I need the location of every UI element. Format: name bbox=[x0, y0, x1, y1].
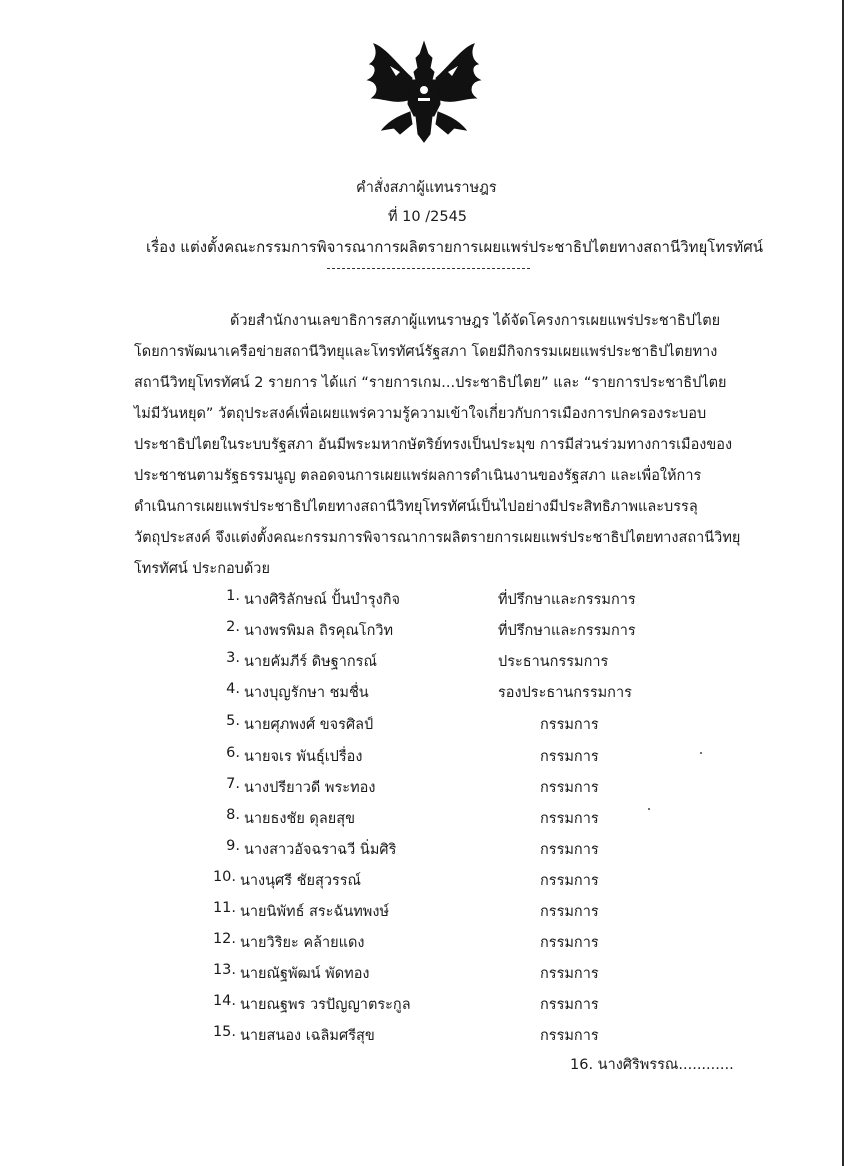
member-role: กรรมการ bbox=[540, 717, 599, 733]
member-number: 8. bbox=[226, 807, 240, 823]
member-role: กรรมการ bbox=[540, 935, 599, 951]
member-role: กรรมการ bbox=[540, 966, 599, 982]
member-role: รองประธานกรรมการ bbox=[498, 685, 632, 701]
member-name: นายคัมภีร์ ดิษฐากรณ์ bbox=[244, 654, 377, 670]
paragraph-line: ไม่มีวันหยุด” วัตถุประสงค์เพื่อเผยแพร่ความรู้ความเข้าใจเกี่ยวกับการเมืองการปกครองระบอบ bbox=[134, 406, 707, 422]
member-number: 7. bbox=[226, 776, 240, 792]
member-number: 1. bbox=[226, 588, 240, 604]
member-name: นางศิริลักษณ์ ปั้นบำรุงกิจ bbox=[244, 592, 401, 608]
list-item bbox=[200, 713, 700, 744]
list-item bbox=[200, 745, 700, 776]
member-role: กรรมการ bbox=[540, 811, 599, 827]
member-number: 14. bbox=[212, 993, 236, 1009]
member-name: นายธงชัย ดุลยสุข bbox=[244, 811, 355, 827]
member-role: กรรมการ bbox=[540, 842, 599, 858]
list-item bbox=[200, 681, 700, 712]
member-number: 15. bbox=[212, 1024, 236, 1040]
member-role: กรรมการ bbox=[540, 904, 599, 920]
paragraph-line: โทรทัศน์ ประกอบด้วย bbox=[134, 561, 270, 577]
scan-edge bbox=[842, 0, 844, 1166]
member-name: นางปรียาวดี พระทอง bbox=[244, 780, 376, 796]
order-number: ที่ 10 /2545 bbox=[388, 209, 468, 225]
paragraph-line: ประชาธิปไตยในระบบรัฐสภา อันมีพระมหากษัตริย์ทรงเป็นประมุข การมีส่วนร่วมทางการเมืองของ bbox=[134, 437, 733, 453]
body-paragraph bbox=[134, 306, 741, 585]
member-name: นายวิริยะ คล้ายแดง bbox=[240, 935, 365, 951]
scan-speck bbox=[700, 752, 702, 754]
continuation-text: 16. นางศิริพรรณ............ bbox=[570, 1057, 734, 1073]
member-role: กรรมการ bbox=[540, 780, 599, 796]
member-role: ที่ปรึกษาและกรรมการ bbox=[498, 623, 636, 639]
member-role: กรรมการ bbox=[540, 873, 599, 889]
list-item bbox=[200, 588, 700, 619]
member-name: นางสาวอัจฉราฉวี นิ่มศิริ bbox=[244, 842, 397, 858]
member-number: 13. bbox=[212, 962, 236, 978]
list-item bbox=[200, 619, 700, 650]
member-name: นางพรพิมล ถิรคุณโกวิท bbox=[244, 623, 394, 639]
member-number: 6. bbox=[226, 745, 240, 761]
order-title: คำสั่งสภาผู้แทนราษฎร bbox=[356, 180, 497, 196]
member-number: 2. bbox=[226, 619, 240, 635]
list-item bbox=[196, 931, 696, 962]
member-name: นายนิพัทธ์ สระฉันทพงษ์ bbox=[240, 904, 390, 920]
scan-speck bbox=[648, 808, 650, 810]
paragraph-line: วัตถุประสงค์ จึงแต่งตั้งคณะกรรมการพิจารณาการผลิตรายการเผยแพร่ประชาธิปไตยทางสถานีวิทยุ bbox=[134, 530, 741, 546]
list-item bbox=[196, 869, 696, 900]
member-number: 10. bbox=[212, 869, 236, 885]
list-item bbox=[200, 807, 700, 838]
member-role: ที่ปรึกษาและกรรมการ bbox=[498, 592, 636, 608]
divider bbox=[327, 268, 530, 269]
paragraph-line: ประชาชนตามรัฐธรรมนูญ ตลอดจนการเผยแพร่ผลการดำเนินงานของรัฐสภา และเพื่อให้การ bbox=[134, 468, 702, 484]
member-number: 5. bbox=[226, 713, 240, 729]
paragraph-line: สถานีวิทยุโทรทัศน์ 2 รายการ ได้แก่ “รายการเกม...ประชาธิปไตย” และ “รายการประชาธิปไตย bbox=[134, 375, 727, 391]
paragraph-line: โดยการพัฒนาเครือข่ายสถานีวิทยุและโทรทัศน์รัฐสภา โดยมีกิจกรรมเผยแพร่ประชาธิปไตยทาง bbox=[134, 344, 718, 360]
member-role: กรรมการ bbox=[540, 1028, 599, 1044]
member-name: นายสนอง เฉลิมศรีสุข bbox=[240, 1028, 375, 1044]
member-name: นายณฐพร วรปัญญาตระกูล bbox=[240, 997, 411, 1013]
member-number: 9. bbox=[226, 838, 240, 854]
member-number: 11. bbox=[212, 900, 236, 916]
member-role: กรรมการ bbox=[540, 997, 599, 1013]
member-name: นายจเร พันธุ์เปรื่อง bbox=[244, 749, 363, 765]
order-subject: เรื่อง แต่งตั้งคณะกรรมการพิจารณาการผลิตรายการเผยแพร่ประชาธิปไตยทางสถานีวิทยุโทรทัศน์ bbox=[146, 238, 763, 256]
list-item bbox=[196, 900, 696, 931]
member-name: นางบุญรักษา ชมชื่น bbox=[244, 685, 369, 701]
member-number: 4. bbox=[226, 681, 240, 697]
list-item bbox=[200, 838, 700, 869]
list-item bbox=[196, 993, 696, 1024]
member-name: นายณัฐพัฒน์ พัดทอง bbox=[240, 966, 370, 982]
list-item bbox=[196, 1024, 696, 1055]
paragraph-line: ด้วยสำนักงานเลขาธิการสภาผู้แทนราษฎร ได้จัดโครงการเผยแพร่ประชาธิปไตย bbox=[230, 313, 721, 329]
member-name: นายศุภพงศ์ ขจรศิลป์ bbox=[244, 717, 374, 733]
list-item bbox=[200, 650, 700, 681]
member-number: 3. bbox=[226, 650, 240, 666]
list-item bbox=[196, 962, 696, 993]
member-number: 12. bbox=[212, 931, 236, 947]
garuda-emblem-icon bbox=[360, 38, 488, 144]
member-name: นางนุศรี ชัยสุวรรณ์ bbox=[240, 873, 362, 889]
paragraph-line: ดำเนินการเผยแพร่ประชาธิปไตยทางสถานีวิทยุโทรทัศน์เป็นไปอย่างมีประสิทธิภาพและบรรลุ bbox=[134, 499, 698, 515]
member-role: กรรมการ bbox=[540, 749, 599, 765]
list-item bbox=[200, 776, 700, 807]
member-role: ประธานกรรมการ bbox=[498, 654, 609, 670]
